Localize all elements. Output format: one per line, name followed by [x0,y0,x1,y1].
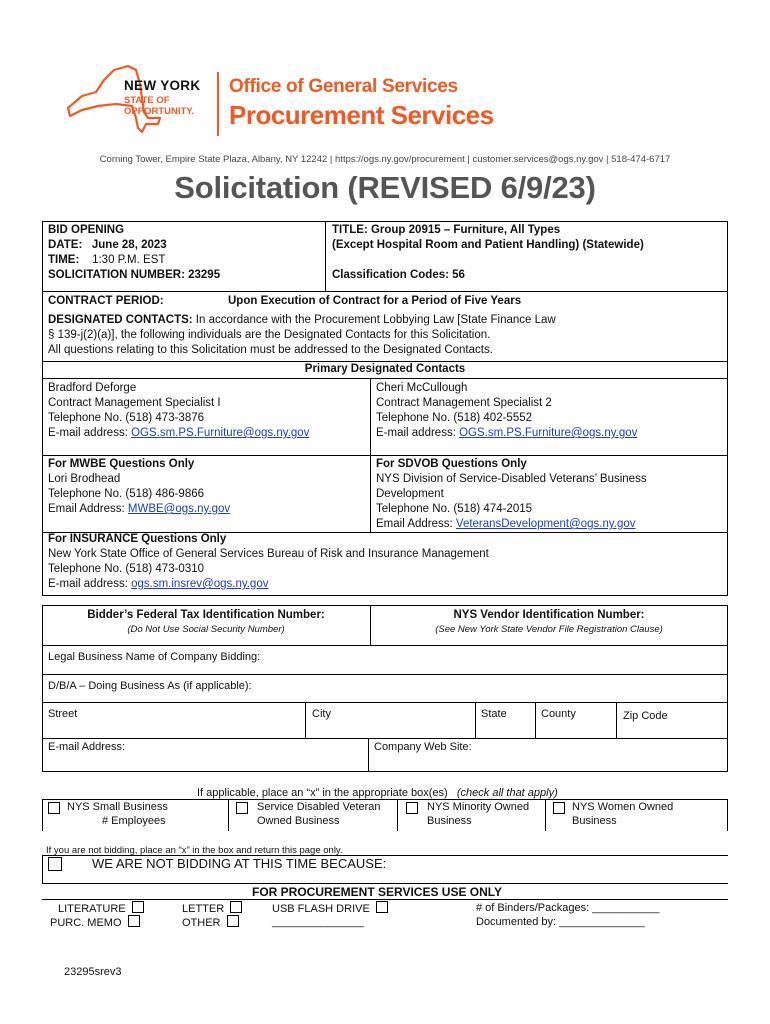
logo [62,58,502,142]
solicitation-number: SOLICITATION NUMBER: 23295 [48,269,221,281]
not-bidding-checkbox[interactable] [48,857,62,872]
other-row [182,915,239,931]
bid-time-label: TIME: [48,254,80,266]
logo-ogs-name: Office of General Services [229,76,458,97]
mwbe-phone: Telephone No. (518) 486-9866 [48,488,205,500]
bid-title-line2: (Except Hospital Room and Patient Handling) (Statewide) [332,239,644,251]
contact-right-phone: Telephone No. (518) 402-5552 [376,412,533,424]
logo-ny-line1: NEW YORK [124,78,201,93]
designated-contacts-line2: § 139-j(2)(a)], the following individuals are the Designated Contacts for this Solicitation. [48,329,491,341]
county-field[interactable]: County [541,708,576,720]
website-field[interactable]: Company Web Site: [374,741,472,753]
city-field[interactable]: City [312,708,331,720]
mwbe-email-link[interactable]: MWBE@ogs.ny.gov [127,503,231,515]
footer-code: 23295srev3 [64,966,122,978]
classification-codes: Classification Codes: 56 [332,269,465,281]
legal-name-field[interactable]: Legal Business Name of Company Bidding: [48,651,261,663]
other-label: OTHER [182,917,221,929]
contact-left-email-label: E-mail address: [48,427,132,439]
contact-left-email-row [48,426,309,441]
address-line: Corning Tower, Empire State Plaza, Albany, NY 12242 | https://ogs.ny.gov/procurement | customer.services@ogs.ny.gov | 518-474-6717 [99,154,671,165]
insurance-line1: New York State Office of General Services Bureau of Risk and Insurance Management [48,548,489,560]
contract-period-value: Upon Execution of Contract for a Period of Five Years [228,295,522,307]
contact-left-name: Bradford Deforge [48,382,137,394]
sdvob-email-label: Email Address: [376,518,456,530]
minority-owned-label: NYS Minority Owned [427,801,530,813]
contact-left-email-link[interactable]: OGS.sm.PS.Furniture@ogs.ny.gov [131,427,310,439]
mwbe-email-row [48,502,230,517]
sdvob-option-label2: Owned Business [257,815,340,827]
vendor-id-label[interactable]: NYS Vendor Identification Number: [453,609,645,621]
sdvob-option-label: Service Disabled Veteran [257,801,381,813]
insurance-email-link[interactable]: ogs.sm.insrev@ogs.ny.gov [131,578,269,590]
primary-contacts-header: Primary Designated Contacts [304,363,466,375]
sdvob-email-link[interactable]: VeteransDevelopment@ogs.ny.gov [455,518,636,530]
purc-memo-row [50,915,140,931]
contact-right-title: Contract Management Specialist 2 [376,397,552,409]
logo-divider [217,72,219,136]
insurance-email-label: E-mail address: [48,578,132,590]
insurance-email-row [48,577,268,592]
sdvob-header: For SDVOB Questions Only [376,458,527,470]
contract-period-label: CONTRACT PERIOD: [48,295,164,307]
office-use-header: FOR PROCUREMENT SERVICES USE ONLY [252,885,503,899]
purc-memo-label: PURC. MEMO [50,917,122,929]
binders-field[interactable]: # of Binders/Packages: ___________ [476,902,660,914]
documented-field[interactable]: Documented by: ______________ [476,916,645,928]
mwbe-name: Lori Brodhead [48,473,121,485]
letter-label: LETTER [182,903,225,915]
bid-date-label: DATE: [48,239,83,251]
contact-left-phone: Telephone No. (518) 473-3876 [48,412,205,424]
bid-date-value: June 28, 2023 [91,239,167,251]
designated-contacts-row [48,313,556,328]
contact-right-email-row [376,426,637,441]
sdvob-phone: Telephone No. (518) 474-2015 [376,503,533,515]
logo-ny-line2: STATE OF [124,95,170,106]
applicable-text: If applicable, place an “x” in the appropriate box(es) [197,787,448,799]
bid-time-row [48,253,165,268]
minority-owned-label2: Business [427,815,472,827]
contact-left-title: Contract Management Specialist I [48,397,221,409]
women-owned-label2: Business [572,815,617,827]
literature-checkbox-icon[interactable] [132,901,144,913]
other-checkbox-icon[interactable] [227,915,239,927]
checkbox-icon [48,857,62,871]
letter-checkbox-icon[interactable] [230,901,242,913]
small-business-checkbox[interactable] [48,802,60,816]
bid-opening-label: BID OPENING [48,224,125,236]
dba-field[interactable]: D/B/A – Doing Business As (if applicable): [48,680,252,692]
sdvob-line2: Development [376,488,444,500]
employees-label: # Employees [102,815,166,827]
sdvob-checkbox[interactable] [236,802,248,816]
checkbox-icon [236,802,248,814]
insurance-phone: Telephone No. (518) 473-0310 [48,563,205,575]
not-bidding-instruction: If you are not bidding, place an “x” in the box and return this page only. [46,845,343,856]
state-field[interactable]: State [481,708,507,720]
contact-right-name: Cheri McCullough [376,382,468,394]
usb-checkbox-icon[interactable] [376,901,388,913]
contact-right-email-label: E-mail address: [376,427,460,439]
page-title: Solicitation (REVISED 6/9/23) [174,170,596,205]
logo-ny-line3: OPPORTUNITY. [124,106,195,117]
logo-procurement-name: Procurement Services [229,100,494,130]
not-bidding-label: WE ARE NOT BIDDING AT THIS TIME BECAUSE: [92,856,387,871]
sdvob-line1: NYS Division of Service-Disabled Veterans’ Business [376,473,647,485]
bid-date-row [48,238,167,253]
street-field[interactable]: Street [48,708,78,720]
usb-blank: _______________ [272,916,364,928]
minority-owned-checkbox[interactable] [406,802,418,816]
designated-contacts-label: DESIGNATED CONTACTS: [48,314,193,326]
women-owned-checkbox[interactable] [553,802,565,816]
designated-contacts-text: In accordance with the Procurement Lobbying Law [State Finance Law [192,314,556,326]
insurance-header: For INSURANCE Questions Only [48,533,227,545]
contact-right-email-link[interactable]: OGS.sm.PS.Furniture@ogs.ny.gov [459,427,638,439]
checkbox-icon [406,802,418,814]
mwbe-email-label: Email Address: [48,503,128,515]
bid-title-line1: TITLE: Group 20915 – Furniture, All Types [332,224,561,236]
small-business-label: NYS Small Business [67,801,168,813]
checkbox-icon [553,802,565,814]
bid-time-value: 1:30 P.M. EST [92,254,166,266]
usb-label: USB FLASH DRIVE [272,903,370,915]
tax-id-label[interactable]: Bidder’s Federal Tax Identification Number: [87,609,325,621]
applicable-note: (check all that apply) [456,787,558,799]
zip-field[interactable]: Zip Code [623,710,668,722]
literature-label: LITERATURE [58,903,126,915]
email-field[interactable]: E-mail Address: [48,741,126,753]
women-owned-label: NYS Women Owned [572,801,674,813]
purc-memo-checkbox-icon[interactable] [128,915,140,927]
checkbox-icon [48,802,60,814]
sdvob-email-row [376,517,636,532]
vendor-id-note: (See New York State Vendor File Registration Clause) [435,624,663,635]
mwbe-header: For MWBE Questions Only [48,458,195,470]
tax-id-note: (Do Not Use Social Security Number) [127,624,285,635]
designated-contacts-line3: All questions relating to this Solicitation must be addressed to the Designated Contacts. [48,344,493,356]
